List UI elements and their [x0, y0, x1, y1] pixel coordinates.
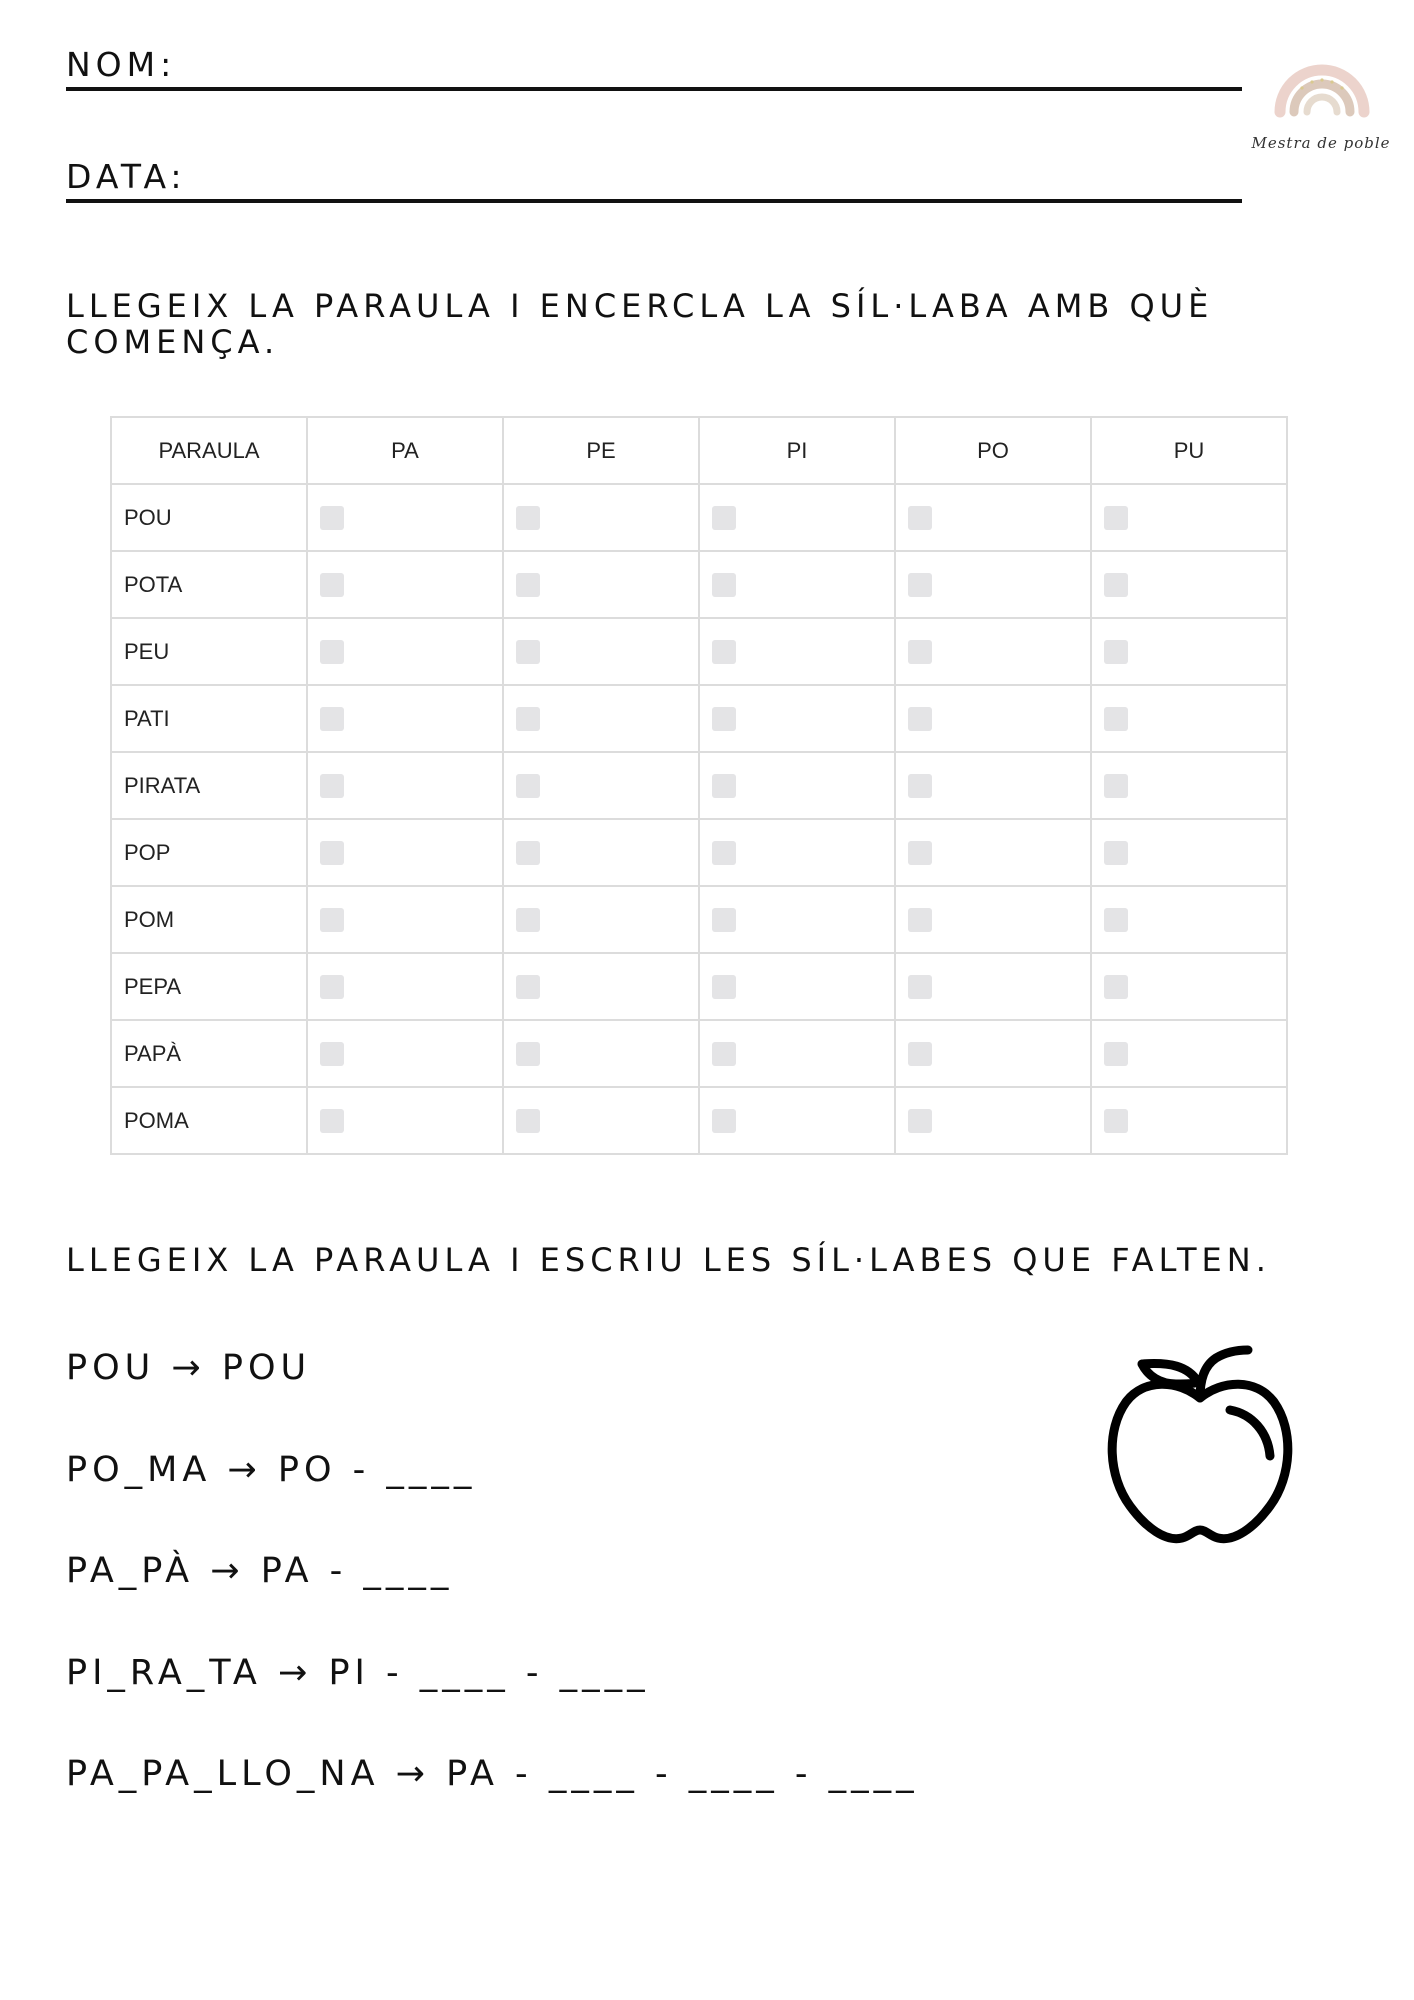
- syllable-checkbox[interactable]: [320, 573, 344, 597]
- syllable-checkbox[interactable]: [908, 573, 932, 597]
- syllable-checkbox[interactable]: [712, 841, 736, 865]
- syllable-checkbox[interactable]: [712, 506, 736, 530]
- syllable-checkbox[interactable]: [516, 975, 540, 999]
- word-cell: PEPA: [111, 953, 307, 1020]
- syllable-cell: [895, 685, 1091, 752]
- syllable-cell: [699, 886, 895, 953]
- syllable-checkbox[interactable]: [1104, 640, 1128, 664]
- word-cell: POTA: [111, 551, 307, 618]
- syllable-cell: [503, 618, 699, 685]
- syllable-checkbox[interactable]: [908, 640, 932, 664]
- syllable-checkbox[interactable]: [1104, 1042, 1128, 1066]
- word-cell: PAPÀ: [111, 1020, 307, 1087]
- syllable-checkbox[interactable]: [320, 506, 344, 530]
- column-header-pa: PA: [307, 417, 503, 484]
- brand-logo: [1236, 40, 1406, 160]
- syllable-checkbox[interactable]: [908, 506, 932, 530]
- name-field[interactable]: [66, 45, 1242, 91]
- word-cell: POU: [111, 484, 307, 551]
- table-row: [111, 551, 1287, 618]
- syllable-cell: [503, 1020, 699, 1087]
- syllable-checkbox[interactable]: [908, 841, 932, 865]
- syllable-cell: [307, 752, 503, 819]
- syllable-cell: [307, 1087, 503, 1154]
- word-cell: POP: [111, 819, 307, 886]
- syllable-checkbox[interactable]: [712, 573, 736, 597]
- date-label: DATA:: [66, 157, 187, 196]
- syllable-checkbox[interactable]: [908, 975, 932, 999]
- syllable-checkbox[interactable]: [712, 1042, 736, 1066]
- syllable-cell: [895, 1020, 1091, 1087]
- syllable-cell: [307, 1020, 503, 1087]
- syllable-cell: [503, 886, 699, 953]
- table-row: [111, 819, 1287, 886]
- syllable-cell: [1091, 618, 1287, 685]
- syllable-line-4: PI_RA_TA → PI - ____ - ____: [66, 1653, 650, 1693]
- syllable-checkbox[interactable]: [320, 707, 344, 731]
- syllable-cell: [895, 484, 1091, 551]
- syllable-cell: [699, 953, 895, 1020]
- syllable-line-2: PO_MA → PO - ____: [66, 1450, 477, 1490]
- table-row: [111, 1087, 1287, 1154]
- word-cell: PIRATA: [111, 752, 307, 819]
- column-header-pi: PI: [699, 417, 895, 484]
- syllable-checkbox[interactable]: [516, 841, 540, 865]
- syllable-checkbox[interactable]: [320, 640, 344, 664]
- syllable-cell: [1091, 1087, 1287, 1154]
- rainbow-logo-icon: [1272, 40, 1372, 120]
- apple-icon: [1100, 1336, 1300, 1556]
- syllable-checkbox[interactable]: [320, 1042, 344, 1066]
- syllable-cell: [1091, 1020, 1287, 1087]
- column-header-word: PARAULA: [111, 417, 307, 484]
- syllable-cell: [699, 484, 895, 551]
- exercise-1-instruction: LLEGEIX LA PARAULA I ENCERCLA LA SÍL·LABA AMB QUÈ COMENÇA.: [66, 287, 1214, 361]
- syllable-cell: [699, 819, 895, 886]
- syllable-checkbox[interactable]: [320, 1109, 344, 1133]
- syllable-checkbox[interactable]: [516, 573, 540, 597]
- syllable-checkbox[interactable]: [516, 908, 540, 932]
- syllable-cell: [1091, 819, 1287, 886]
- syllable-cell: [307, 886, 503, 953]
- syllable-checkbox[interactable]: [712, 707, 736, 731]
- logo-text: Mestra de poble: [1251, 134, 1391, 152]
- syllable-checkbox[interactable]: [908, 1042, 932, 1066]
- word-cell: PEU: [111, 618, 307, 685]
- syllable-checkbox[interactable]: [1104, 573, 1128, 597]
- syllable-checkbox[interactable]: [320, 774, 344, 798]
- syllable-cell: [503, 953, 699, 1020]
- syllable-cell: [307, 618, 503, 685]
- word-cell: POM: [111, 886, 307, 953]
- syllable-cell: [699, 618, 895, 685]
- syllable-cell: [307, 819, 503, 886]
- syllable-cell: [307, 953, 503, 1020]
- syllable-line-5: PA_PA_LLO_NA → PA - ____ - ____ - ____: [66, 1754, 919, 1794]
- column-header-pu: PU: [1091, 417, 1287, 484]
- syllable-cell: [503, 551, 699, 618]
- syllable-cell: [1091, 551, 1287, 618]
- syllable-cell: [503, 1087, 699, 1154]
- syllable-cell: [699, 551, 895, 618]
- syllable-checkbox[interactable]: [908, 908, 932, 932]
- syllable-checkbox[interactable]: [1104, 506, 1128, 530]
- exercise-2-instruction: LLEGEIX LA PARAULA I ESCRIU LES SÍL·LABES QUE FALTEN.: [66, 1241, 1271, 1279]
- syllable-checkbox[interactable]: [712, 774, 736, 798]
- syllable-cell: [699, 685, 895, 752]
- syllable-checkbox[interactable]: [516, 774, 540, 798]
- column-header-po: PO: [895, 417, 1091, 484]
- syllable-checkbox[interactable]: [1104, 1109, 1128, 1133]
- syllable-cell: [699, 1087, 895, 1154]
- syllable-checkbox[interactable]: [1104, 707, 1128, 731]
- syllable-checkbox[interactable]: [1104, 774, 1128, 798]
- syllable-cell: [1091, 484, 1287, 551]
- syllable-checkbox[interactable]: [1104, 908, 1128, 932]
- syllable-checkbox[interactable]: [908, 774, 932, 798]
- date-field[interactable]: [66, 157, 1242, 203]
- table-row: [111, 953, 1287, 1020]
- syllable-cell: [699, 752, 895, 819]
- syllable-cell: [1091, 886, 1287, 953]
- syllable-checkbox[interactable]: [516, 707, 540, 731]
- table-row: [111, 752, 1287, 819]
- syllable-checkbox[interactable]: [712, 1109, 736, 1133]
- syllable-line-3: PA_PÀ → PA - ____: [66, 1551, 454, 1591]
- syllable-line-1: POU → POU: [66, 1348, 312, 1388]
- syllable-cell: [895, 886, 1091, 953]
- name-label: NOM:: [66, 45, 177, 84]
- syllable-cell: [307, 685, 503, 752]
- table-row: [111, 886, 1287, 953]
- syllable-cell: [503, 685, 699, 752]
- syllable-checkbox[interactable]: [1104, 975, 1128, 999]
- table-row: [111, 1020, 1287, 1087]
- syllable-cell: [1091, 953, 1287, 1020]
- syllable-checkbox[interactable]: [712, 908, 736, 932]
- syllable-checkbox[interactable]: [908, 1109, 932, 1133]
- syllable-checkbox[interactable]: [320, 975, 344, 999]
- syllable-checkbox[interactable]: [712, 975, 736, 999]
- syllable-checkbox[interactable]: [516, 1109, 540, 1133]
- syllable-cell: [895, 953, 1091, 1020]
- syllable-checkbox[interactable]: [320, 908, 344, 932]
- syllable-table: [110, 416, 1288, 1155]
- syllable-cell: [503, 752, 699, 819]
- syllable-checkbox[interactable]: [712, 640, 736, 664]
- table-header-row: [111, 417, 1287, 484]
- word-cell: PATI: [111, 685, 307, 752]
- table-row: [111, 618, 1287, 685]
- syllable-cell: [895, 551, 1091, 618]
- syllable-checkbox[interactable]: [320, 841, 344, 865]
- syllable-cell: [699, 1020, 895, 1087]
- table-row: [111, 484, 1287, 551]
- syllable-checkbox[interactable]: [516, 1042, 540, 1066]
- syllable-checkbox[interactable]: [516, 640, 540, 664]
- table-row: [111, 685, 1287, 752]
- syllable-checkbox[interactable]: [516, 506, 540, 530]
- syllable-checkbox[interactable]: [1104, 841, 1128, 865]
- syllable-cell: [1091, 752, 1287, 819]
- syllable-cell: [895, 819, 1091, 886]
- syllable-cell: [895, 1087, 1091, 1154]
- syllable-cell: [307, 551, 503, 618]
- syllable-cell: [307, 484, 503, 551]
- syllable-cell: [895, 752, 1091, 819]
- syllable-checkbox[interactable]: [908, 707, 932, 731]
- syllable-cell: [503, 484, 699, 551]
- column-header-pe: PE: [503, 417, 699, 484]
- syllable-cell: [1091, 685, 1287, 752]
- word-cell: POMA: [111, 1087, 307, 1154]
- syllable-cell: [895, 618, 1091, 685]
- syllable-cell: [503, 819, 699, 886]
